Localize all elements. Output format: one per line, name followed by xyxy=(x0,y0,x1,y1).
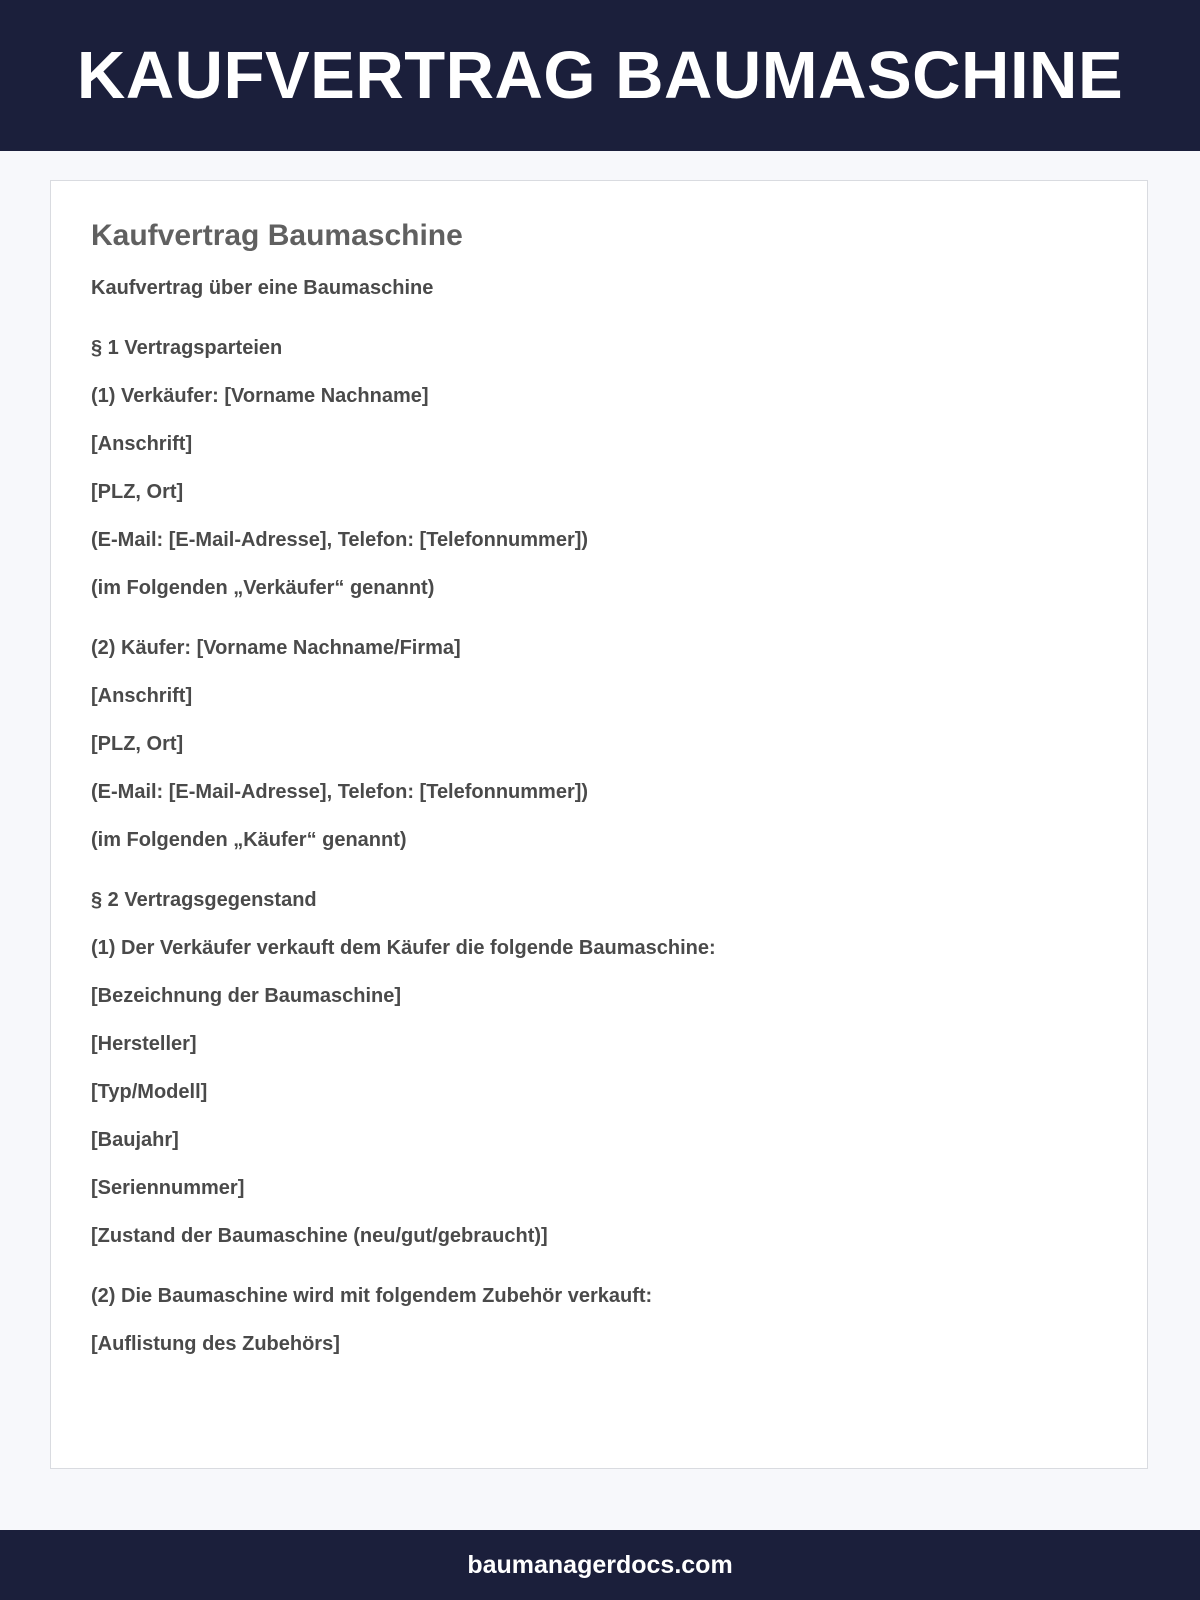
seller-city-line: [PLZ, Ort] xyxy=(91,481,184,503)
buyer-address-line: [Anschrift] xyxy=(91,685,193,707)
document-title: Kaufvertrag Baumaschine xyxy=(91,219,463,252)
accessories-clause-line: (2) Die Baumaschine wird mit folgendem Zubehör verkauft: xyxy=(91,1285,653,1307)
buyer-city-line: [PLZ, Ort] xyxy=(91,733,184,755)
document-card xyxy=(50,180,1148,1469)
machine-model-line: [Typ/Modell] xyxy=(91,1081,208,1103)
machine-year-line: [Baujahr] xyxy=(91,1129,179,1151)
seller-name-line: (1) Verkäufer: [Vorname Nachname] xyxy=(91,385,429,407)
buyer-name-line: (2) Käufer: [Vorname Nachname/Firma] xyxy=(91,637,461,659)
seller-address-line: [Anschrift] xyxy=(91,433,193,455)
accessories-list-line: [Auflistung des Zubehörs] xyxy=(91,1333,340,1355)
section-heading-vertragsparteien: § 1 Vertragsparteien xyxy=(91,337,283,359)
footer-site-link[interactable]: baumanagerdocs.com xyxy=(467,1550,733,1579)
page-header xyxy=(0,0,1200,151)
machine-manufacturer-line: [Hersteller] xyxy=(91,1033,197,1055)
sale-clause-line: (1) Der Verkäufer verkauft dem Käufer die folgende Baumaschine: xyxy=(91,937,716,959)
buyer-contact-line: (E-Mail: [E-Mail-Adresse], Telefon: [Telefonnummer]) xyxy=(91,781,589,803)
document-subtitle: Kaufvertrag über eine Baumaschine xyxy=(91,277,434,299)
buyer-designation-line: (im Folgenden „Käufer“ genannt) xyxy=(91,829,407,851)
header-title: KAUFVERTRAG BAUMASCHINE xyxy=(76,38,1124,113)
machine-serial-line: [Seriennummer] xyxy=(91,1177,245,1199)
machine-condition-line: [Zustand der Baumaschine (neu/gut/gebraucht)] xyxy=(91,1225,548,1247)
seller-designation-line: (im Folgenden „Verkäufer“ genannt) xyxy=(91,577,435,599)
section-heading-vertragsgegenstand: § 2 Vertragsgegenstand xyxy=(91,889,317,911)
machine-name-line: [Bezeichnung der Baumaschine] xyxy=(91,985,402,1007)
page-footer xyxy=(0,1530,1200,1600)
seller-contact-line: (E-Mail: [E-Mail-Adresse], Telefon: [Telefonnummer]) xyxy=(91,529,589,551)
